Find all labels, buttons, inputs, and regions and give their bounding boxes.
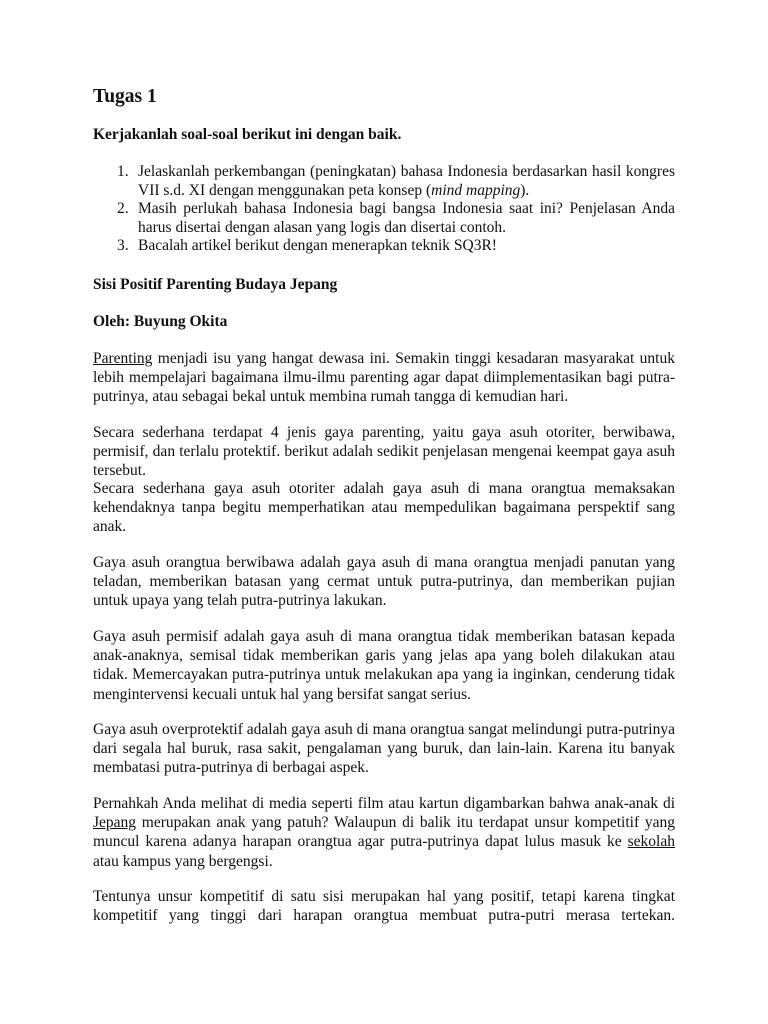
instruction-text: Kerjakanlah soal-soal berikut ini dengan baik. (93, 126, 402, 143)
article-paragraph: Gaya asuh permisif adalah gaya asuh di mana orangtua tidak memberikan batasan kepada anak-anaknya, semisal tidak memberikan garis yang jelas apa yang boleh dilakukan atau tidak. Memercayakan putra-putrinya untuk melakukan apa yang ia inginkan, cenderung tidak mengintervensi kecuali untuk hal yang bersifat sangat serius. (93, 628, 675, 703)
article-paragraph: Secara sederhana gaya asuh otoriter adalah gaya asuh di mana orangtua memaksakan kehendaknya tanpa begitu memperhatikan atau mempedulikan bagaimana perspektif sang anak. (93, 480, 675, 536)
article-paragraph: Pernahkah Anda melihat di media seperti film atau kartun digambarkan bahwa anak-anak di Jepang merupakan anak yang patuh? Walaupun di balik itu terdapat unsur kompetitif yang muncul karena adanya harapan orangtua agar putra-putrinya dapat lulus masuk ke sekolah atau kampus yang bergengsi. (93, 795, 675, 870)
list-item-number: 1. (117, 163, 129, 180)
article-paragraph: Gaya asuh orangtua berwibawa adalah gaya asuh di mana orangtua menjadi panutan yang teladan, memberikan batasan yang cermat untuk putra-putrinya, dan memberikan pujian untuk upaya yang telah putra-putrinya lakukan. (93, 554, 675, 610)
list-item (93, 200, 675, 237)
article-paragraph: Parenting menjadi isu yang hangat dewasa ini. Semakin tinggi kesadaran masyarakat untuk lebih mempelajari bagaimana ilmu-ilmu parenting agar dapat diimplementasikan bagi putra-putrinya, atau sebagai bekal untuk membina rumah tangga di kemudian hari. (93, 350, 675, 406)
page-title: Tugas 1 (93, 86, 157, 107)
sekolah-link[interactable]: sekolah (627, 833, 675, 851)
jepang-link[interactable]: Jepang (93, 814, 137, 832)
parenting-link[interactable]: Parenting (93, 350, 153, 367)
task-list (93, 163, 675, 256)
list-item-text: Jelaskanlah perkembangan (peningkatan) bahasa Indonesia berdasarkan hasil kongres VII s.d. XI dengan menggunakan peta konsep (mind mapping). (138, 163, 675, 199)
article-paragraph: Secara sederhana terdapat 4 jenis gaya parenting, yaitu gaya asuh otoriter, berwibawa, permisif, dan terlalu protektif. berikut adalah sedikit penjelasan mengenai keempat gaya asuh tersebut. (93, 424, 675, 480)
article-title: Sisi Positif Parenting Budaya Jepang (93, 276, 338, 293)
list-item (93, 237, 675, 256)
list-item-text: Masih perlukah bahasa Indonesia bagi bangsa Indonesia saat ini? Penjelasan Anda harus disertai dengan alasan yang logis dan disertai contoh. (138, 200, 675, 236)
article-paragraph: Gaya asuh overprotektif adalah gaya asuh di mana orangtua sangat melindungi putra-putrinya dari segala hal buruk, rasa sakit, pengalaman yang buruk, dan lain-lain. Karena itu banyak membatasi putra-putrinya di berbagai aspek. (93, 721, 675, 777)
article-paragraph: Tentunya unsur kompetitif di satu sisi merupakan hal yang positif, tetapi karena tingkat kompetitif yang tinggi dari harapan orangtua membuat putra-putri merasa tertekan. (93, 888, 675, 925)
list-item (93, 163, 675, 200)
italic-term: mind mapping (431, 181, 521, 199)
list-item-text: Bacalah artikel berikut dengan menerapkan teknik SQ3R! (138, 237, 497, 254)
list-item-number: 3. (117, 237, 129, 254)
article-author: Oleh: Buyung Okita (93, 313, 228, 330)
list-item-number: 2. (117, 200, 129, 217)
